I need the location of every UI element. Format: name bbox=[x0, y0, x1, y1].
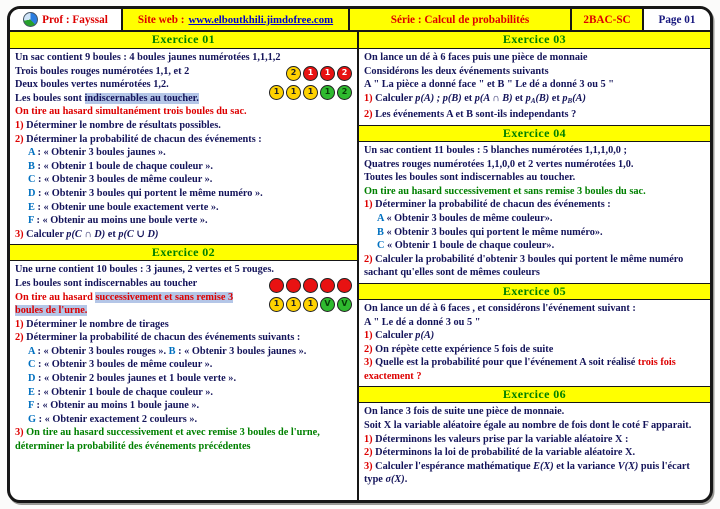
exercise-04-section bbox=[359, 125, 710, 283]
exercise-01-title: Exercice 01 bbox=[151, 32, 216, 46]
text-line: 1) Déterminer le nombre de tirages bbox=[15, 318, 169, 330]
text-line: B : « Obtenir 1 boule de chaque couleur ». bbox=[28, 160, 213, 172]
text-line: 1) Calculer p(A) bbox=[364, 330, 435, 342]
content-columns bbox=[10, 32, 710, 500]
text-line: Une urne contient 10 boules : 3 jaunes, 2 vertes et 5 rouges. bbox=[15, 264, 274, 276]
exercise-01-section bbox=[10, 32, 357, 244]
ball-row bbox=[269, 297, 352, 312]
red-ball-icon bbox=[337, 278, 352, 293]
exercise-02-header bbox=[10, 244, 357, 261]
text-line: A : « Obtenir 3 boules rouges ». B : « Obtenir 3 boules jaunes ». bbox=[28, 345, 307, 357]
text-line: Deux boules vertes numérotées 1,2. bbox=[15, 79, 169, 91]
yellow-ball-icon: 1 bbox=[303, 297, 318, 312]
text-line: F : « Obtenir au moins 1 boule jaune ». bbox=[28, 400, 200, 412]
exercise-06-title: Exercice 06 bbox=[502, 387, 567, 402]
prof-name: Prof : Fayssal bbox=[42, 13, 108, 26]
text-line: D : « Obtenir 3 boules qui portent le même numéro ». bbox=[28, 187, 263, 199]
text-line: 3) Calculer l'espérance mathématique E(X) et la variance V(X) puis l'écart type σ(X). bbox=[364, 460, 690, 486]
exercise-02-body bbox=[10, 261, 357, 456]
site-cell bbox=[123, 9, 350, 30]
exercise-02-title: Exercice 02 bbox=[151, 245, 216, 260]
exercise-05-section bbox=[359, 283, 710, 387]
text-line: F : « Obtenir au moins une boule verte ». bbox=[28, 215, 208, 227]
text-line: Quatres rouges numérotées 1,1,0,0 et 2 vertes numérotées 1,0. bbox=[364, 158, 634, 170]
exercise-05-body bbox=[359, 300, 710, 387]
red-ball-icon: 1 bbox=[320, 66, 335, 81]
exercise-04-title: Exercice 04 bbox=[502, 125, 567, 140]
text-line: 2) Déterminer la probabilité de chacun des événements suivants : bbox=[15, 332, 301, 344]
exercise-01-body bbox=[10, 49, 357, 244]
text-line: 1) Calculer p(A) ; p(B) et p(A ∩ B) et $p_A(B)$ et $p_B(A)$ bbox=[364, 92, 586, 105]
yellow-ball-icon: 1 bbox=[269, 85, 284, 100]
exercise-02-section bbox=[10, 244, 357, 500]
exercise-03-section bbox=[359, 32, 710, 125]
green-ball-icon: 2 bbox=[337, 85, 352, 100]
exercise-06-section bbox=[359, 386, 710, 500]
green-ball-icon: V bbox=[337, 297, 352, 312]
site-url-link[interactable]: www.elboutkhili.jimdofree.com bbox=[188, 13, 334, 26]
red-ball-icon bbox=[320, 278, 335, 293]
exercise-03-header bbox=[359, 32, 710, 49]
exercise-06-header bbox=[359, 386, 710, 403]
text-line: E : « Obtenir une boule exactement verte ». bbox=[28, 201, 219, 213]
red-ball-icon: 2 bbox=[337, 66, 352, 81]
text-line: C « Obtenir 1 boule de chaque couleur». bbox=[377, 240, 555, 252]
text-line: Les boules sont indiscernables au toucher. bbox=[15, 92, 199, 104]
globe-logo-icon bbox=[23, 12, 38, 27]
text-line: C : « Obtenir 3 boules de même couleur ». bbox=[28, 359, 213, 371]
text-line: On lance un dé à 6 faces puis une pièce de monnaie bbox=[364, 52, 588, 63]
text-line: 2) Les événements A et B sont-ils independants ? bbox=[364, 109, 577, 121]
exercise-06-body bbox=[359, 403, 710, 490]
red-ball-icon: 1 bbox=[303, 66, 318, 81]
prof-cell bbox=[10, 9, 123, 30]
text-line: 1) Déterminer la probabilité de chacun des événements : bbox=[364, 199, 611, 211]
yellow-ball-icon: 1 bbox=[286, 297, 301, 312]
text-line: Les boules sont indiscernables au toucher bbox=[15, 277, 198, 289]
text-line: On lance un dé à 6 faces , et considérons l'événement suivant : bbox=[364, 302, 636, 314]
left-column bbox=[10, 32, 359, 500]
yellow-ball-icon: 1 bbox=[269, 297, 284, 312]
text-line: 3) Calculer p(C ∩ D) et p(C ∪ D) bbox=[15, 228, 159, 240]
text-line: E : « Obtenir 1 boule de chaque couleur ». bbox=[28, 386, 213, 398]
text-line: 1) Déterminons les valeurs prise par la variable aléatoire X : bbox=[364, 433, 629, 445]
ball-row bbox=[269, 278, 352, 293]
text-line: C : « Obtenir 3 boules de même couleur ». bbox=[28, 174, 213, 186]
page-cell bbox=[644, 9, 710, 30]
text-line: 2) Calculer la probabilité d'obtenir 3 boules qui portent le même numéro sachant qu'elles sont de mêmes couleurs bbox=[364, 253, 684, 279]
header-bar bbox=[10, 9, 710, 32]
text-line: A " Le dé a donné 3 ou 5 " bbox=[364, 316, 481, 328]
text-line: 2) Déterminons la loi de probabilité de la variable aléatoire X. bbox=[364, 447, 636, 459]
exercise-01-header bbox=[10, 32, 357, 49]
text-line: 3) On tire au hasard successivement et avec remise 3 boules de l'urne, déterminer la probabilité des événements précédentes bbox=[15, 427, 320, 453]
text-line: 1) Déterminer le nombre de résultats possibles. bbox=[15, 119, 221, 131]
yellow-ball-icon: 1 bbox=[286, 85, 301, 100]
text-line: On lance 3 fois de suite une pièce de monnaie. bbox=[364, 406, 565, 418]
text-line: G : « Obtenir exactement 2 couleurs ». bbox=[28, 413, 198, 425]
red-ball-icon bbox=[303, 278, 318, 293]
text-line: A « Obtenir 3 boules de même couleur». bbox=[377, 212, 553, 224]
serie-title: Série : Calcul de probabilités bbox=[390, 13, 530, 26]
exercise-04-header bbox=[359, 125, 710, 142]
yellow-ball-icon: 1 bbox=[303, 85, 318, 100]
red-ball-icon bbox=[286, 278, 301, 293]
exercise-03-body bbox=[359, 49, 710, 125]
ball-row bbox=[269, 85, 352, 100]
green-ball-icon: 1 bbox=[320, 85, 335, 100]
text-line: On tire au hasard successivement et sans remise 3 boules de l'urne. bbox=[15, 291, 234, 317]
ball-row bbox=[286, 66, 352, 81]
serie-cell bbox=[350, 9, 572, 30]
green-ball-icon: V bbox=[320, 297, 335, 312]
text-line: Un sac contient 11 boules : 5 blanches numérotées 1,1,1,0,0 ; bbox=[364, 144, 627, 156]
text-line: Trois boules rouges numérotées 1,1, et 2 bbox=[15, 65, 190, 77]
exercise-05-title: Exercice 05 bbox=[502, 283, 567, 298]
right-column bbox=[359, 32, 710, 500]
page-frame bbox=[7, 6, 713, 503]
text-line: Toutes les boules sont indiscernables au toucher. bbox=[364, 172, 576, 184]
site-label: Site web : bbox=[137, 13, 185, 26]
ball-illustration bbox=[269, 66, 352, 100]
text-line: B « Obtenir 3 boules qui portent le même numéro». bbox=[377, 226, 603, 238]
yellow-ball-icon: 2 bbox=[286, 66, 301, 81]
text-line: On tire au hasard simultanément trois boules du sac. bbox=[15, 106, 247, 118]
text-line: Soit X la variable aléatoire égale au nombre de fois dont le coté F apparait. bbox=[364, 420, 692, 432]
text-line: Considérons les deux événements suivants bbox=[364, 65, 549, 77]
page-number: Page 01 bbox=[658, 13, 696, 26]
text-line: A : « Obtenir 3 boules jaunes ». bbox=[28, 147, 166, 159]
text-line: On tire au hasard successivement et sans remise 3 boules du sac. bbox=[364, 185, 646, 197]
text-line: 2) On répète cette expérience 5 fois de suite bbox=[364, 343, 554, 355]
exercise-05-header bbox=[359, 283, 710, 300]
class-label: 2BAC-SC bbox=[583, 13, 631, 26]
text-line: 2) Déterminer la probabilité de chacun des événements : bbox=[15, 133, 262, 145]
text-line: A " La pièce a donné face " et B " Le dé a donné 3 ou 5 " bbox=[364, 79, 614, 91]
class-cell bbox=[572, 9, 644, 30]
text-line: D : « Obtenir 2 boules jaunes et 1 boule verte ». bbox=[28, 373, 237, 385]
text-line: Un sac contient 9 boules : 4 boules jaunes numérotées 1,1,1,2 bbox=[15, 52, 281, 63]
red-ball-icon bbox=[269, 278, 284, 293]
exercise-03-title: Exercice 03 bbox=[502, 32, 567, 46]
text-line: 3) Quelle est la probabilité pour que l'événement A soit réalisé trois fois exactement ? bbox=[364, 357, 676, 382]
ball-illustration bbox=[269, 278, 352, 312]
exercise-04-body bbox=[359, 142, 710, 283]
